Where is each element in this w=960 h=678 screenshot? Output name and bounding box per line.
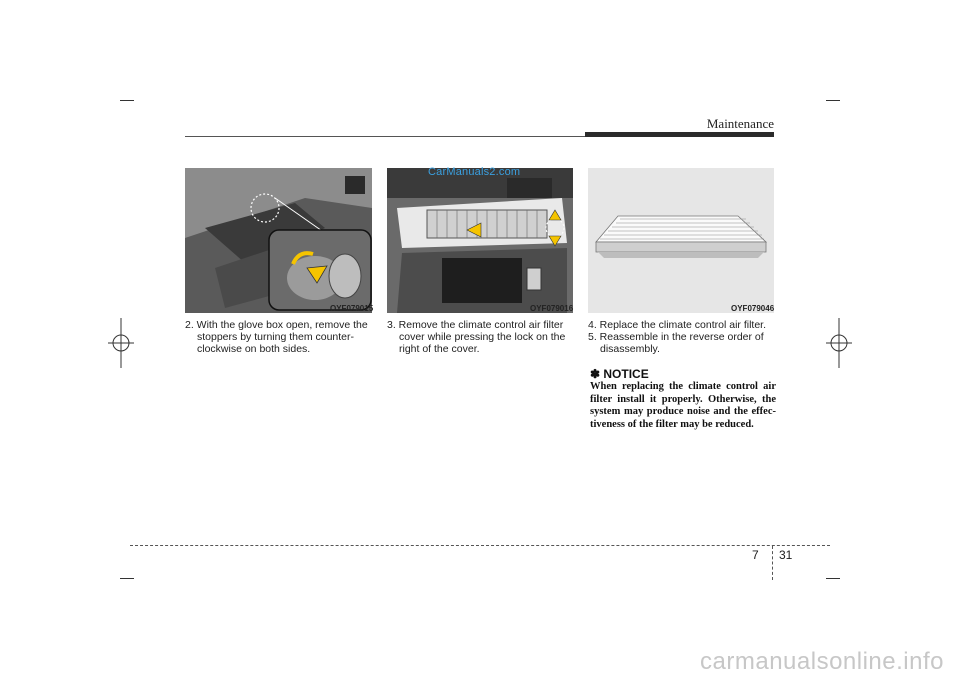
section-title: Maintenance — [706, 116, 774, 131]
watermark: CarManuals2.com — [428, 166, 521, 178]
notice-body: When replacing the climate control air filter install it properly. Otherwise, the system may produce noise and the effec-tiveness of the filter may be reduced. — [590, 381, 776, 430]
figure-air-filter — [588, 168, 774, 313]
step-line: cover while pressing the lock on the — [399, 331, 566, 343]
step-line: disassembly. — [600, 343, 660, 355]
crop-mark — [826, 578, 840, 579]
page-separator — [772, 546, 773, 580]
step-2-text — [185, 319, 372, 355]
crop-mark — [120, 100, 134, 101]
step-line: 5. Reassemble in the reverse order of — [588, 331, 764, 343]
site-footer — [0, 648, 960, 678]
step-line: right of the cover. — [399, 343, 480, 355]
step-line: 2. With the glove box open, remove the — [185, 319, 368, 331]
step-line: 4. Replace the climate control air filter. — [588, 319, 766, 331]
step-3-text — [387, 319, 573, 355]
registration-mark-right — [826, 318, 852, 368]
chapter-number: 7 — [752, 548, 759, 562]
crop-mark — [120, 578, 134, 579]
figure-code: OYF079015 — [330, 304, 374, 313]
registration-mark-left — [108, 318, 134, 368]
step-line: 3. Remove the climate control air filter — [387, 319, 564, 331]
page-number: 31 — [779, 548, 793, 562]
step-line: clockwise on both sides. — [197, 343, 311, 355]
figure-glove-box — [185, 168, 372, 313]
figure-code: OYF079016 — [530, 304, 574, 313]
crop-mark — [826, 100, 840, 101]
figure-code: OYF079046 — [731, 304, 775, 313]
step-line: stoppers by turning them counter- — [197, 331, 354, 343]
footer-rule — [130, 545, 830, 546]
site-footer-text[interactable]: carmanualsonline.info — [700, 648, 944, 675]
step-4-5-text — [588, 319, 774, 355]
figure-filter-cover — [387, 168, 573, 313]
notice-heading: ✽ NOTICE — [590, 367, 649, 381]
header-rule-accent — [585, 132, 774, 137]
